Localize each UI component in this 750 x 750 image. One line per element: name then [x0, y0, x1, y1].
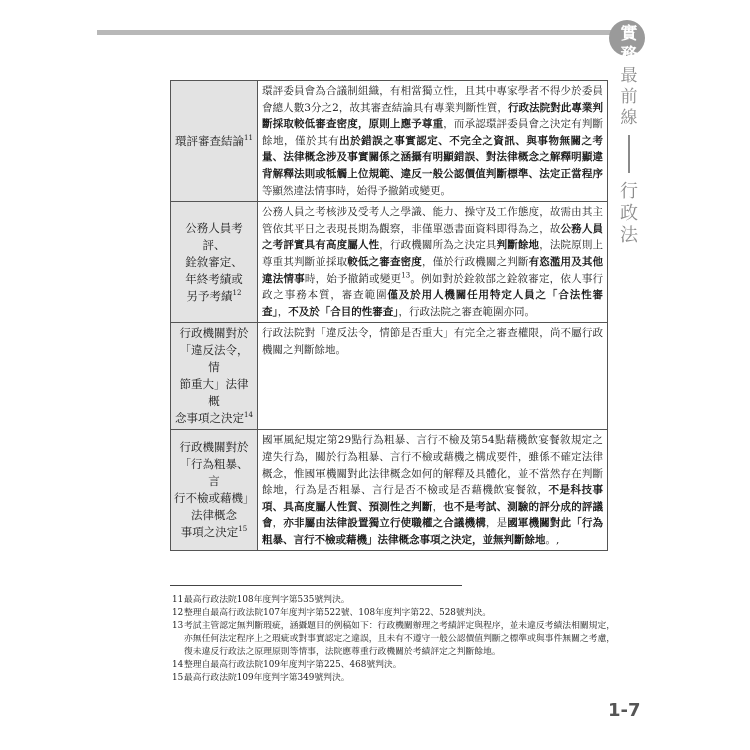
emphasis-text: 也不是考試、測驗的評分成的評議會 [262, 500, 604, 530]
footnote [172, 620, 617, 659]
emphasis-text: 出於錯誤之事實認定、不完全之資訊、與事物無關之考量、法律概念涉及事實關係之涵攝有明顯錯誤、對法律概念之解釋明顯違背解釋法則或牴觸上位規範、違反一般公認價值判斷標準、法定正當程序 [262, 134, 604, 180]
section-char: 行 [620, 181, 638, 202]
footnote-text: 最高行政法院109年度判字第349號判決。 [184, 673, 350, 683]
body-text: 時，始予撤銷或變更 [304, 272, 402, 285]
footnote-text: 整理自最高行政法院107年度判字第522號、108年度判字第22、528號判決。 [184, 608, 492, 618]
body-text: 例如對於銓敘部之銓敘審定，依人事行政之事務本質，審查範圍 [262, 272, 604, 302]
body-text: ， [277, 305, 289, 318]
emphasis-text: 判斷餘地 [496, 239, 540, 252]
footnote-number: 12 [172, 608, 184, 618]
body-text: ，而承認環評委員會之決定有判斷餘地，僅於其有 [262, 118, 604, 147]
row-content [258, 202, 607, 322]
footnote-number: 11 [172, 595, 184, 605]
footnote-text: 考試主管認定無判斷瑕疵，涵攝題目的例稿如下：行政機關辦理之考績評定與程序，並未違反考績法相關規定，亦無任何法定程序上之瑕疵或對事實認定之違誤，且未有不遵守一般公認價值判斷之標準或與事件無關之考慮，復未違反行政法之原理原則等情事，法院應尊重行政機關於考績評定之判斷餘地。 [184, 621, 616, 657]
row-label-line: 事項之決定$^{15}$ [180, 525, 248, 540]
footnote-text: 整理自最高行政法院109年度判字第225、468號判決。 [184, 660, 402, 670]
row-label [171, 202, 258, 322]
row-label-line: 銓敘審定、 [185, 254, 243, 269]
row-label-line: 環評審查結論$^{11}$ [175, 133, 253, 148]
side-tab-char: 務 [620, 45, 638, 65]
emphasis-text: 不及於「合目的性審查」 [288, 305, 399, 318]
footnote-number: 14 [172, 660, 184, 670]
side-tab-char: 前 [620, 87, 638, 107]
row-label-line: 「行為粗暴、言 [179, 457, 249, 489]
body-text: 。 [410, 272, 422, 285]
side-tab-char: 線 [620, 108, 638, 128]
row-label-line: 念事項之決定$^{14}$ [175, 411, 253, 426]
body-text: 公務人員之考核涉及受考人之學識、能力、操守及工作態度，故需由其主管依其平日之表現長期為觀察，非僅單憑書面資料即得為之，故 [262, 206, 603, 235]
body-text: ， [432, 500, 444, 513]
body-text: 。, [545, 533, 560, 546]
side-tab-char: 實 [620, 24, 638, 44]
row-label-line: 公務人員考評、 [185, 220, 243, 252]
footnote-ref: 14 [244, 411, 253, 420]
footnote [172, 594, 617, 607]
row-label [171, 81, 258, 201]
emphasis-text: 行政法院對此專業判斷採取較低審查密度，原則上應予尊重 [262, 101, 603, 131]
emphasis-text: 國軍機關對此「行為粗暴、言行不檢或藉機」法律概念事項之決定，並無判斷餘地 [262, 517, 604, 546]
row-label-line: 另予考績$^{12}$ [186, 288, 242, 303]
footnote-ref: 15 [238, 525, 248, 534]
footnotes [172, 594, 617, 685]
footnote-ref: 12 [232, 288, 242, 297]
review-standard-table [170, 80, 608, 551]
emphasis-text: 有恣濫用及其他違法情事 [262, 255, 604, 285]
row-label-line: 法律概念 [191, 508, 237, 523]
top-rule [97, 30, 612, 35]
footnote-ref: 11 [244, 133, 253, 142]
body-text: 環評委員會為合議制組織，有相當獨立性，且其中專家學者不得少於委員會總人數3分之2，故其審查結論具有專業判斷性質， [262, 85, 603, 114]
body-text: 等顯然違法情事時，始得予撤銷或變更。 [262, 184, 451, 197]
side-tab-char: 最 [620, 66, 638, 86]
emphasis-text: 較低之審查密度 [347, 255, 422, 268]
page-number: 1-7 [608, 700, 641, 721]
body-text: ，是 [485, 517, 508, 530]
body-text: 行政法院對「違反法令，情節是否重大」有完全之審查權限，尚不屬行政機關之判斷餘地。 [262, 327, 603, 356]
row-label-line: 行政機關對於 [179, 440, 249, 455]
emphasis-text: 亦非屬由法律設置獨立行使職權之合議機構 [283, 517, 486, 530]
footnote [172, 659, 617, 672]
row-label-line: 行不檢或藉機」 [174, 491, 255, 506]
body-text: ， [272, 517, 284, 530]
table-row [171, 81, 607, 201]
row-label-line: 年終考績或 [185, 271, 243, 286]
table-row [171, 322, 607, 429]
footnote-number: 13 [172, 621, 184, 631]
side-tab-dash [628, 135, 630, 173]
footnote-text: 最高行政法院108年度判字第535號判決。 [184, 595, 350, 605]
section-char: 政 [620, 203, 638, 224]
table-row [171, 429, 607, 550]
row-content [258, 81, 607, 201]
footnote-number: 15 [172, 673, 184, 683]
row-label-line: 節重大」法律概 [179, 377, 249, 409]
emphasis-text: 不是科技事項、具高度屬人性質、預測性之判斷 [262, 484, 604, 513]
body-text: ，僅於行政機關之判斷 [421, 255, 529, 268]
body-text: ，法院原則上尊重其判斷並採取 [262, 239, 604, 268]
footnote [172, 672, 617, 685]
emphasis-text: 僅及於用人機關任用特定人員之「合法性審查」 [262, 289, 604, 318]
footnote-ref: 13 [401, 271, 411, 280]
row-label [171, 323, 258, 429]
section-char: 法 [620, 225, 638, 246]
row-label-line: 行政機關對於 [179, 326, 249, 341]
body-text: 國軍風紀規定第29點行為粗暴、言行不檢及第54點藉機飲宴餐敘規定之違失行為，關於行為粗暴、言行不檢或藉機之構成要件，雖係不確定法律概念，惟國軍機關對此法律概念如何的解釋及具體化，並不當然存在判斷餘地，行為是否粗暴、言行是否不檢或是否藉機飲宴餐敘， [262, 434, 603, 497]
body-text: ，行政法院之審查範圍亦同。 [398, 305, 535, 318]
row-content [258, 323, 607, 429]
body-text: ，行政機關所為之決定具 [379, 239, 497, 252]
table-row [171, 201, 607, 322]
row-label-line: 「違反法令，情 [179, 343, 249, 375]
side-tab [614, 24, 644, 247]
footnote-rule [170, 585, 462, 586]
row-label [171, 430, 258, 550]
emphasis-text: 公務人員之考評實具有高度屬人性 [262, 222, 603, 252]
row-content [258, 430, 607, 550]
footnote [172, 607, 617, 620]
